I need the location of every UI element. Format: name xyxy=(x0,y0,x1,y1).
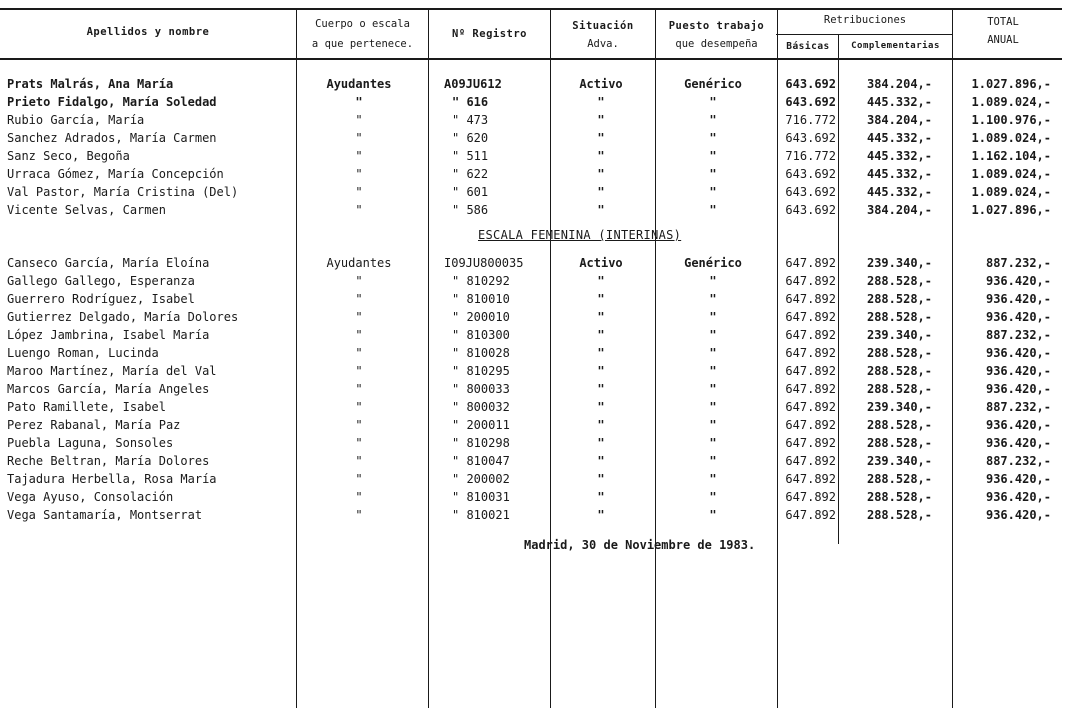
cell-complementarias: 288.528,- xyxy=(866,418,932,432)
table-row xyxy=(0,201,1074,219)
table-row xyxy=(0,129,1074,147)
cell-cuerpo: " xyxy=(355,418,363,432)
cell-cuerpo: " xyxy=(355,490,363,504)
cell-puesto: " xyxy=(709,400,717,414)
cell-puesto: " xyxy=(709,95,717,109)
cell-basicas: 643.692 xyxy=(785,203,836,217)
cell-total: 887.232,- xyxy=(985,400,1051,414)
cell-cuerpo: " xyxy=(355,274,363,288)
cell-basicas: 647.892 xyxy=(785,364,836,378)
cell-basicas: 647.892 xyxy=(785,274,836,288)
cell-total: 936.420,- xyxy=(985,490,1051,504)
cell-basicas: 647.892 xyxy=(785,454,836,468)
cell-name: Sanchez Adrados, María Carmen xyxy=(7,131,217,145)
cell-puesto: " xyxy=(709,382,717,396)
cell-registro: A09JU612 xyxy=(444,77,502,91)
cell-complementarias: 239.340,- xyxy=(866,328,932,342)
cell-total: 887.232,- xyxy=(985,328,1051,342)
cell-complementarias: 288.528,- xyxy=(866,382,932,396)
table-row xyxy=(0,470,1074,488)
cell-registro: " 620 xyxy=(452,131,489,145)
cell-cuerpo: " xyxy=(355,149,363,163)
cell-situacion: " xyxy=(597,418,605,432)
cell-puesto: " xyxy=(709,131,717,145)
cell-complementarias: 288.528,- xyxy=(866,472,932,486)
section-2-rows xyxy=(0,254,1074,524)
cell-name: Vicente Selvas, Carmen xyxy=(7,203,166,217)
cell-cuerpo: " xyxy=(355,131,363,145)
cell-registro: " 810292 xyxy=(452,274,510,288)
cell-basicas: 643.692 xyxy=(785,95,836,109)
cell-registro: " 200011 xyxy=(452,418,510,432)
cell-basicas: 643.692 xyxy=(785,77,836,91)
cell-basicas: 716.772 xyxy=(785,113,836,127)
header-puesto-1: Puesto trabajo xyxy=(668,20,765,32)
cell-name: Val Pastor, María Cristina (Del) xyxy=(7,185,239,199)
cell-puesto: " xyxy=(709,113,717,127)
cell-total: 936.420,- xyxy=(985,364,1051,378)
cell-situacion: " xyxy=(597,274,605,288)
table-row xyxy=(0,452,1074,470)
cell-name: Puebla Laguna, Sonsoles xyxy=(7,436,174,450)
cell-basicas: 643.692 xyxy=(785,185,836,199)
cell-complementarias: 445.332,- xyxy=(866,131,932,145)
top-rule xyxy=(0,8,1062,10)
header-situacion-1: Situación xyxy=(572,20,634,32)
table-row xyxy=(0,344,1074,362)
table-row xyxy=(0,165,1074,183)
cell-situacion: " xyxy=(597,454,605,468)
cell-situacion: " xyxy=(597,292,605,306)
table-row xyxy=(0,75,1074,93)
cell-situacion: " xyxy=(597,95,605,109)
cell-situacion: " xyxy=(597,490,605,504)
table-row xyxy=(0,398,1074,416)
cell-basicas: 647.892 xyxy=(785,508,836,522)
cell-registro: " 601 xyxy=(452,185,489,199)
table-row xyxy=(0,93,1074,111)
cell-complementarias: 288.528,- xyxy=(866,508,932,522)
cell-registro: " 810300 xyxy=(452,328,510,342)
cell-name: Sanz Seco, Begoña xyxy=(7,149,130,163)
cell-situacion: " xyxy=(597,508,605,522)
cell-cuerpo: " xyxy=(355,508,363,522)
table-row xyxy=(0,111,1074,129)
cell-total: 1.100.976,- xyxy=(971,113,1051,127)
table-row xyxy=(0,254,1074,272)
cell-registro: " 810295 xyxy=(452,364,510,378)
cell-cuerpo: " xyxy=(355,364,363,378)
cell-cuerpo: Ayudantes xyxy=(326,256,392,270)
header-retribuciones: Retribuciones xyxy=(823,14,907,26)
cell-registro: " 810031 xyxy=(452,490,510,504)
header-total-2: ANUAL xyxy=(987,34,1019,46)
cell-name: Vega Santamaría, Montserrat xyxy=(7,508,203,522)
cell-situacion: " xyxy=(597,364,605,378)
table-row xyxy=(0,434,1074,452)
cell-cuerpo: " xyxy=(355,292,363,306)
cell-basicas: 643.692 xyxy=(785,167,836,181)
cell-name: Urraca Gómez, María Concepción xyxy=(7,167,224,181)
cell-basicas: 647.892 xyxy=(785,418,836,432)
cell-name: Luengo Roman, Lucinda xyxy=(7,346,159,360)
cell-puesto: " xyxy=(709,472,717,486)
cell-cuerpo: " xyxy=(355,454,363,468)
cell-registro: " 473 xyxy=(452,113,489,127)
header-puesto-2: que desempeña xyxy=(675,38,758,50)
cell-situacion: " xyxy=(597,113,605,127)
cell-registro: " 810298 xyxy=(452,436,510,450)
cell-complementarias: 384.204,- xyxy=(866,77,932,91)
table-row xyxy=(0,362,1074,380)
cell-situacion: Activo xyxy=(579,77,623,91)
cell-total: 887.232,- xyxy=(985,256,1051,270)
section-2-title: ESCALA FEMENINA (INTERINAS) xyxy=(478,228,682,242)
cell-total: 1.027.896,- xyxy=(971,203,1051,217)
header-registro: Nº Registro xyxy=(451,28,528,40)
cell-complementarias: 288.528,- xyxy=(866,292,932,306)
cell-registro: " 200002 xyxy=(452,472,510,486)
header-bottom-rule xyxy=(0,58,1062,60)
cell-total: 936.420,- xyxy=(985,382,1051,396)
table-row xyxy=(0,380,1074,398)
cell-complementarias: 288.528,- xyxy=(866,274,932,288)
cell-puesto: " xyxy=(709,508,717,522)
cell-complementarias: 239.340,- xyxy=(866,256,932,270)
cell-situacion: " xyxy=(597,436,605,450)
cell-puesto: " xyxy=(709,149,717,163)
cell-name: Reche Beltran, María Dolores xyxy=(7,454,210,468)
cell-puesto: " xyxy=(709,436,717,450)
cell-name: Maroo Martínez, María del Val xyxy=(7,364,217,378)
cell-name: Vega Ayuso, Consolación xyxy=(7,490,174,504)
cell-basicas: 647.892 xyxy=(785,310,836,324)
cell-registro: I09JU800035 xyxy=(444,256,524,270)
cell-basicas: 647.892 xyxy=(785,382,836,396)
cell-puesto: " xyxy=(709,203,717,217)
cell-name: Gallego Gallego, Esperanza xyxy=(7,274,195,288)
cell-registro: " 200010 xyxy=(452,310,510,324)
cell-situacion: " xyxy=(597,167,605,181)
cell-total: 936.420,- xyxy=(985,418,1051,432)
cell-name: Gutierrez Delgado, María Dolores xyxy=(7,310,239,324)
cell-cuerpo: " xyxy=(355,113,363,127)
cell-basicas: 647.892 xyxy=(785,400,836,414)
cell-cuerpo: " xyxy=(355,436,363,450)
cell-puesto: Genérico xyxy=(684,77,742,91)
header-total-1: TOTAL xyxy=(987,16,1019,28)
cell-cuerpo: " xyxy=(355,346,363,360)
cell-complementarias: 288.528,- xyxy=(866,490,932,504)
header-cuerpo-1: Cuerpo o escala xyxy=(315,18,410,30)
table-row xyxy=(0,183,1074,201)
cell-name: Canseco García, María Eloína xyxy=(7,256,210,270)
cell-name: López Jambrina, Isabel María xyxy=(7,328,210,342)
cell-total: 1.089.024,- xyxy=(971,167,1051,181)
cell-registro: " 616 xyxy=(452,95,489,109)
cell-cuerpo: " xyxy=(355,167,363,181)
cell-situacion: " xyxy=(597,203,605,217)
table-row xyxy=(0,290,1074,308)
cell-complementarias: 288.528,- xyxy=(866,364,932,378)
cell-name: Marcos García, María Angeles xyxy=(7,382,210,396)
table-row xyxy=(0,416,1074,434)
cell-cuerpo: " xyxy=(355,328,363,342)
cell-cuerpo: " xyxy=(355,310,363,324)
table-row xyxy=(0,272,1074,290)
cell-puesto: " xyxy=(709,292,717,306)
cell-total: 1.027.896,- xyxy=(971,77,1051,91)
cell-cuerpo: " xyxy=(355,472,363,486)
cell-complementarias: 445.332,- xyxy=(866,167,932,181)
cell-registro: " 810010 xyxy=(452,292,510,306)
cell-name: Perez Rabanal, María Paz xyxy=(7,418,181,432)
cell-total: 936.420,- xyxy=(985,346,1051,360)
cell-complementarias: 445.332,- xyxy=(866,185,932,199)
cell-cuerpo: " xyxy=(355,203,363,217)
cell-situacion: " xyxy=(597,131,605,145)
cell-complementarias: 288.528,- xyxy=(866,346,932,360)
cell-name: Tajadura Herbella, Rosa María xyxy=(7,472,217,486)
table-row xyxy=(0,506,1074,524)
header-situacion-2: Adva. xyxy=(587,38,619,50)
cell-complementarias: 288.528,- xyxy=(866,310,932,324)
section-1-rows xyxy=(0,75,1074,219)
cell-total: 1.162.104,- xyxy=(971,149,1051,163)
table-row xyxy=(0,326,1074,344)
cell-total: 936.420,- xyxy=(985,292,1051,306)
cell-situacion: " xyxy=(597,472,605,486)
cell-puesto: Genérico xyxy=(684,256,742,270)
cell-situacion: Activo xyxy=(579,256,623,270)
cell-complementarias: 445.332,- xyxy=(866,149,932,163)
footer-date: Madrid, 30 de Noviembre de 1983. xyxy=(524,538,756,552)
cell-total: 936.420,- xyxy=(985,274,1051,288)
cell-complementarias: 384.204,- xyxy=(866,203,932,217)
cell-puesto: " xyxy=(709,185,717,199)
cell-basicas: 647.892 xyxy=(785,328,836,342)
cell-puesto: " xyxy=(709,418,717,432)
cell-total: 1.089.024,- xyxy=(971,185,1051,199)
cell-name: Pato Ramillete, Isabel xyxy=(7,400,166,414)
cell-cuerpo: " xyxy=(355,382,363,396)
cell-basicas: 647.892 xyxy=(785,292,836,306)
cell-total: 887.232,- xyxy=(985,454,1051,468)
cell-total: 1.089.024,- xyxy=(971,131,1051,145)
cell-puesto: " xyxy=(709,310,717,324)
cell-cuerpo: " xyxy=(355,185,363,199)
cell-puesto: " xyxy=(709,346,717,360)
cell-total: 936.420,- xyxy=(985,508,1051,522)
cell-name: Prieto Fidalgo, María Soledad xyxy=(7,95,217,109)
cell-basicas: 647.892 xyxy=(785,472,836,486)
cell-complementarias: 384.204,- xyxy=(866,113,932,127)
cell-registro: " 800033 xyxy=(452,382,510,396)
cell-situacion: " xyxy=(597,310,605,324)
cell-situacion: " xyxy=(597,382,605,396)
cell-complementarias: 445.332,- xyxy=(866,95,932,109)
cell-total: 1.089.024,- xyxy=(971,95,1051,109)
cell-basicas: 647.892 xyxy=(785,256,836,270)
cell-cuerpo: " xyxy=(355,95,363,109)
cell-puesto: " xyxy=(709,328,717,342)
cell-complementarias: 288.528,- xyxy=(866,436,932,450)
cell-puesto: " xyxy=(709,167,717,181)
cell-total: 936.420,- xyxy=(985,436,1051,450)
cell-complementarias: 239.340,- xyxy=(866,400,932,414)
header-name: Apellidos y nombre xyxy=(86,26,210,38)
cell-basicas: 647.892 xyxy=(785,490,836,504)
cell-situacion: " xyxy=(597,149,605,163)
cell-total: 936.420,- xyxy=(985,310,1051,324)
cell-basicas: 647.892 xyxy=(785,436,836,450)
cell-basicas: 643.692 xyxy=(785,131,836,145)
cell-registro: " 810021 xyxy=(452,508,510,522)
cell-registro: " 810047 xyxy=(452,454,510,468)
table-row xyxy=(0,488,1074,506)
retrib-subheader-rule xyxy=(776,34,952,35)
cell-situacion: " xyxy=(597,328,605,342)
cell-puesto: " xyxy=(709,274,717,288)
cell-registro: " 810028 xyxy=(452,346,510,360)
cell-puesto: " xyxy=(709,490,717,504)
cell-situacion: " xyxy=(597,185,605,199)
cell-registro: " 800032 xyxy=(452,400,510,414)
cell-basicas: 647.892 xyxy=(785,346,836,360)
cell-name: Prats Malrás, Ana María xyxy=(7,77,174,91)
cell-complementarias: 239.340,- xyxy=(866,454,932,468)
cell-puesto: " xyxy=(709,364,717,378)
cell-total: 936.420,- xyxy=(985,472,1051,486)
cell-registro: " 586 xyxy=(452,203,489,217)
table-row xyxy=(0,147,1074,165)
cell-name: Rubio García, María xyxy=(7,113,145,127)
cell-situacion: " xyxy=(597,400,605,414)
cell-name: Guerrero Rodríguez, Isabel xyxy=(7,292,195,306)
header-cuerpo-2: a que pertenece. xyxy=(311,38,414,50)
header-basicas: Básicas xyxy=(786,41,830,52)
cell-situacion: " xyxy=(597,346,605,360)
cell-registro: " 511 xyxy=(452,149,489,163)
header-complementarias: Complementarias xyxy=(851,41,940,51)
cell-puesto: " xyxy=(709,454,717,468)
cell-registro: " 622 xyxy=(452,167,489,181)
table-row xyxy=(0,308,1074,326)
cell-cuerpo: Ayudantes xyxy=(326,77,392,91)
cell-cuerpo: " xyxy=(355,400,363,414)
cell-basicas: 716.772 xyxy=(785,149,836,163)
